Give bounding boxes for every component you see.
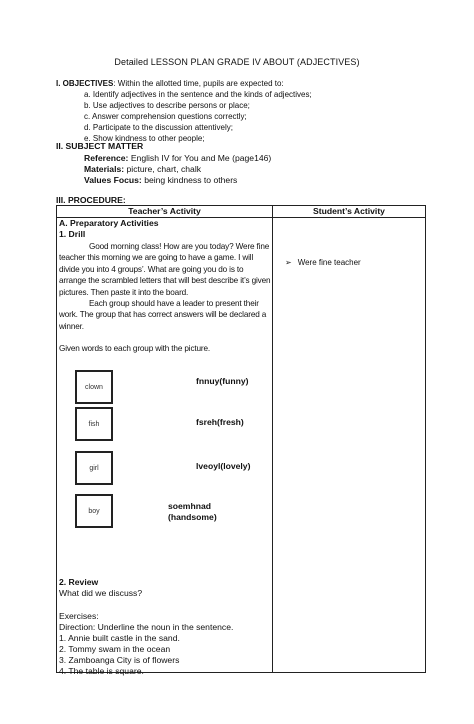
exercise-direction: Direction: Underline the noun in the sentence.	[59, 622, 234, 632]
arrow-bullet-icon: ➢	[285, 258, 292, 267]
teacher-activity-header: Teacher’s Activity	[57, 206, 273, 218]
picture-label: clown	[85, 383, 103, 391]
materials-line	[84, 164, 201, 174]
objective-item: b. Use adjectives to describe persons or place;	[84, 101, 250, 110]
page-title: Detailed LESSON PLAN GRADE IV ABOUT (ADJECTIVES)	[114, 57, 360, 67]
review-heading: 2. Review	[59, 577, 99, 587]
given-words-text: Given words to each group with the picture.	[59, 344, 211, 353]
exercise-sentence: 4. The table is square.	[59, 666, 144, 676]
drill-paragraph-1: Good morning class! How are you today? Were fine teacher this morning we are going to have a game. I will divide you into 4 groups’. What are going you do is to arrange the scrambled letters that will best describe it’s given pictures. Then paste it into the board.	[59, 242, 271, 297]
picture-card-girl	[75, 451, 113, 485]
table-header-row	[57, 206, 426, 218]
objective-item: a. Identify adjectives in the sentence and the kinds of adjectives;	[84, 90, 312, 99]
picture-card-boy	[75, 494, 113, 528]
scrambled-word: soemhnad	[168, 501, 211, 511]
picture-label: fish	[88, 420, 100, 428]
teacher-activity-cell	[57, 218, 273, 676]
objective-item: e. Show kindness to other people;	[84, 134, 205, 143]
student-activity-header: Student’s Activity	[273, 206, 426, 218]
values-value: being kindness to others	[144, 175, 238, 185]
materials-label: Materials:	[84, 164, 125, 174]
student-activity-cell	[273, 218, 426, 673]
procedure-table	[56, 205, 426, 676]
objective-item: c. Answer comprehension questions correctly;	[84, 112, 247, 121]
picture-card-clown	[75, 370, 113, 404]
objectives-section	[56, 78, 312, 144]
scrambled-word: fsreh(fresh)	[196, 417, 244, 427]
reference-label: Reference:	[84, 153, 129, 163]
picture-card-fish	[75, 407, 113, 441]
scrambled-word-answer: (handsome)	[168, 512, 217, 522]
student-response-text: Were fine teacher	[297, 258, 361, 267]
review-question: What did we discuss?	[59, 588, 143, 598]
picture-label: girl	[89, 464, 99, 472]
drill-heading: 1. Drill	[59, 229, 86, 239]
exercise-sentence: 3. Zamboanga City is of flowers	[59, 655, 180, 665]
student-response-item	[285, 258, 361, 267]
materials-value: picture, chart, chalk	[126, 164, 202, 174]
table-row	[57, 218, 426, 673]
values-label: Values Focus:	[84, 175, 142, 185]
drill-paragraph-2: Each group should have a leader to present their work. The group that has correct answers will be declared a winner.	[59, 299, 267, 331]
objectives-header	[56, 78, 312, 89]
exercises-label: Exercises:	[59, 611, 99, 621]
reference-line	[84, 153, 271, 163]
prep-activities-heading: A. Preparatory Activities	[59, 218, 159, 228]
values-line	[84, 175, 237, 185]
scrambled-word: lveoyl(lovely)	[196, 461, 251, 471]
objective-item: d. Participate to the discussion attentively;	[84, 123, 233, 132]
objectives-intro: : Within the allotted time, pupils are expected to:	[113, 79, 284, 88]
objectives-heading: I. OBJECTIVES	[56, 79, 114, 88]
exercise-sentence: 2. Tommy swam in the ocean	[59, 644, 171, 654]
scrambled-word: fnnuy(funny)	[196, 376, 249, 386]
picture-label: boy	[88, 507, 100, 515]
exercise-sentence: 1. Annie built castle in the sand.	[59, 633, 180, 643]
reference-value: English IV for You and Me (page146)	[130, 153, 272, 163]
procedure-heading: III. PROCEDURE:	[56, 195, 126, 205]
subject-matter-heading: II. SUBJECT MATTER	[56, 141, 144, 151]
